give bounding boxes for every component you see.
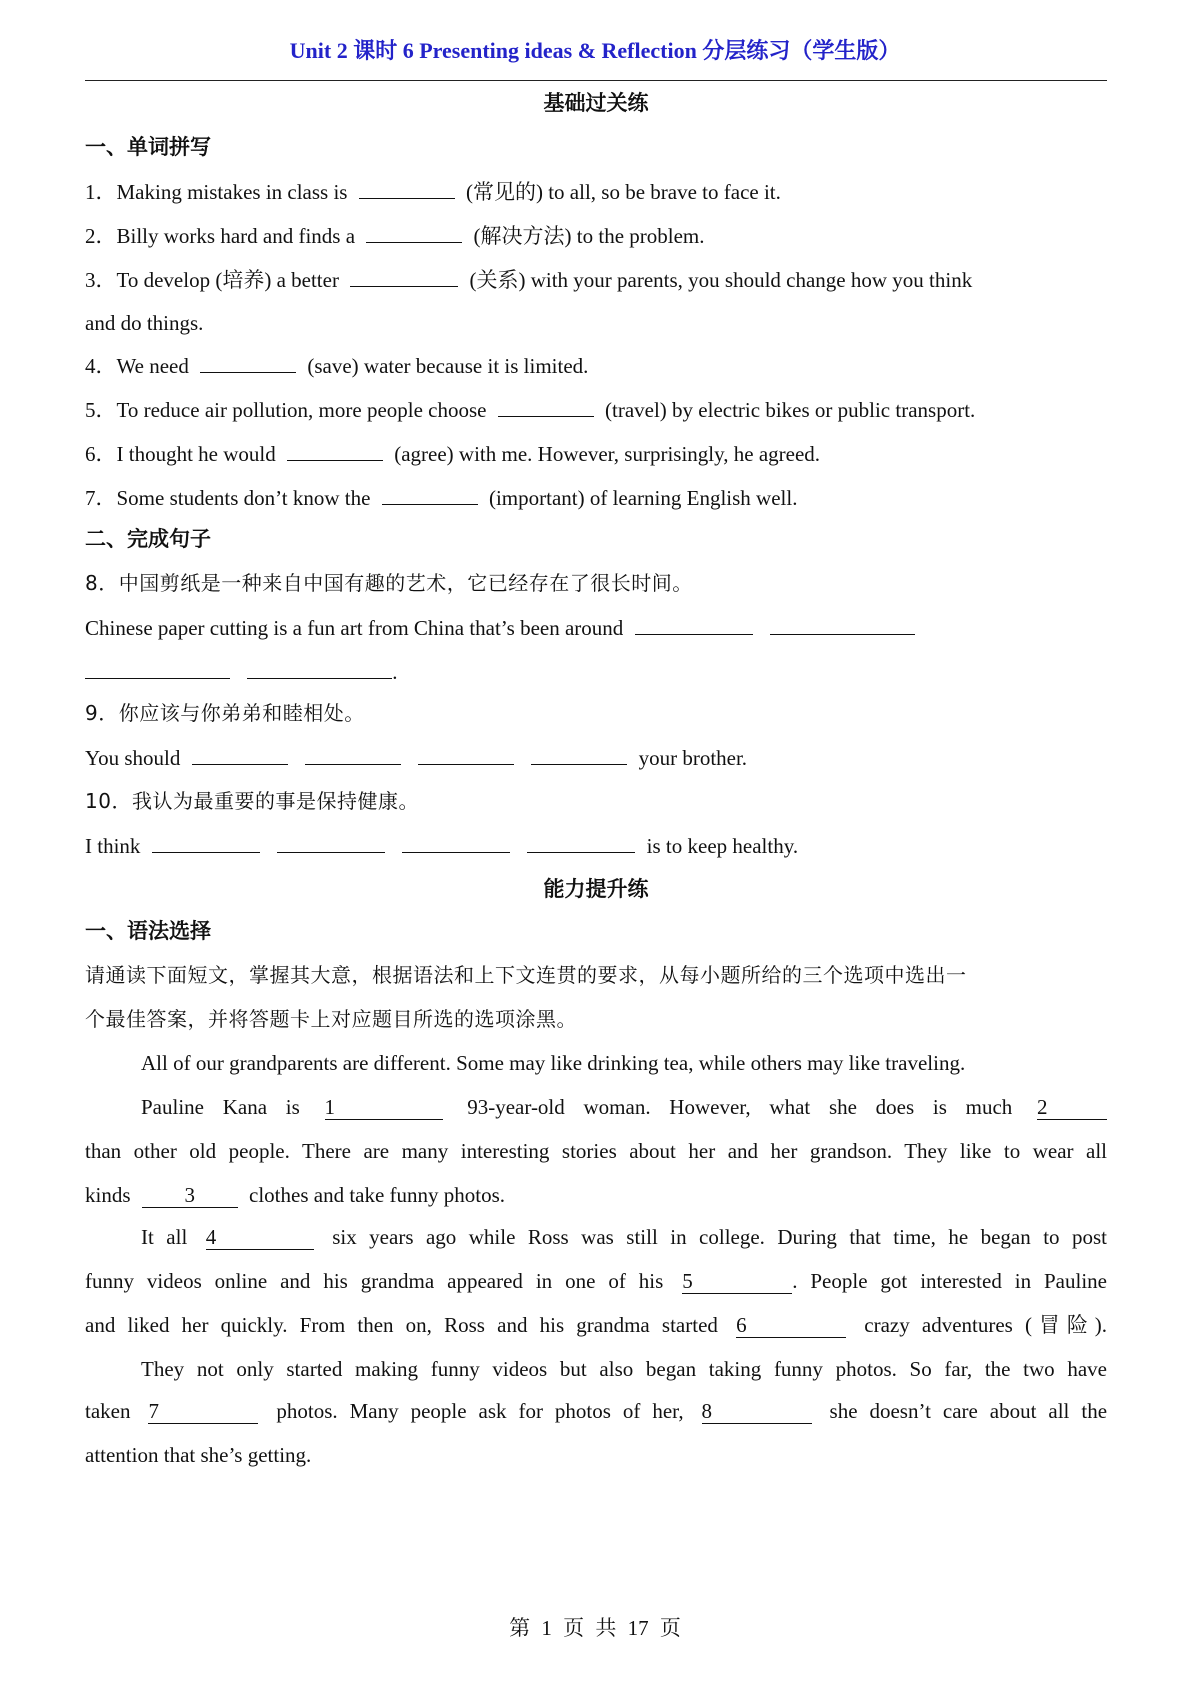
answer-blank[interactable]: [277, 830, 385, 853]
answer-blank[interactable]: [359, 176, 455, 199]
section-spelling-heading: 一、单词拼写: [85, 135, 211, 159]
question-10-english: [85, 830, 1107, 861]
question-text: (agree) with me. However, surprisingly, he agreed.: [394, 442, 821, 466]
sentence-end: .: [392, 660, 398, 684]
numbered-blank[interactable]: 4: [206, 1225, 314, 1250]
answer-blank[interactable]: [247, 656, 392, 679]
question-9-english: [85, 742, 1107, 773]
answer-blank[interactable]: [498, 394, 594, 417]
passage-paragraph-1: All of our grandparents are different. Some may like drinking tea, while others may like traveling.: [141, 1051, 966, 1075]
question-10-chinese: 10．我认为最重要的事是保持健康。: [85, 789, 419, 813]
numbered-blank[interactable]: 5: [682, 1269, 792, 1294]
passage-text: photos. Many people ask for photos of her,: [276, 1399, 684, 1423]
section-complete-heading: 二、完成句子: [85, 527, 211, 551]
answer-blank[interactable]: [635, 612, 753, 635]
question-text: To reduce air pollution, more people choose: [116, 398, 487, 422]
section-advanced-title: 能力提升练: [543, 877, 649, 901]
question-text: Making mistakes in class is: [116, 180, 348, 204]
passage-text: kinds: [85, 1183, 131, 1207]
passage-text: six years ago while Ross was still in college. During that time, he began to post: [332, 1225, 1108, 1249]
answer-blank[interactable]: [192, 742, 288, 765]
answer-blank[interactable]: [287, 438, 383, 461]
question-7: [85, 482, 1107, 513]
question-number: 1．: [85, 180, 117, 204]
question-number: 4．: [85, 354, 117, 378]
passage-line: [85, 1396, 1107, 1426]
question-text: (save) water because it is limited.: [307, 354, 589, 378]
question-number: 5．: [85, 398, 117, 422]
passage-text: she doesn’t care about all the: [829, 1399, 1108, 1423]
answer-blank[interactable]: [305, 742, 401, 765]
question-text: (解决方法) to the problem.: [473, 224, 705, 248]
question-text: (关系) with your parents, you should change how you think: [469, 268, 973, 292]
passage-line: [85, 1180, 1107, 1210]
passage-text: 93-year-old woman. However, what she does is much: [467, 1095, 1013, 1119]
answer-blank[interactable]: [402, 830, 510, 853]
passage-text: funny videos online and his grandma appeared in one of his: [85, 1269, 664, 1293]
question-text: To develop (培养) a better: [116, 268, 339, 292]
passage-line: [85, 1222, 1107, 1252]
question-text: Billy works hard and finds a: [116, 224, 356, 248]
answer-blank[interactable]: [418, 742, 514, 765]
numbered-blank[interactable]: 7: [148, 1399, 258, 1424]
question-text: is to keep healthy.: [646, 834, 799, 858]
question-text: (travel) by electric bikes or public transport.: [605, 398, 976, 422]
question-number: 6．: [85, 442, 117, 466]
passage-text: taken: [85, 1399, 131, 1423]
answer-blank[interactable]: [85, 656, 230, 679]
answer-blank[interactable]: [527, 830, 635, 853]
question-text: your brother.: [638, 746, 748, 770]
numbered-blank[interactable]: 2: [1037, 1095, 1107, 1120]
passage-line: [85, 1092, 1107, 1122]
passage-text: crazy adventures (冒险).: [864, 1313, 1108, 1337]
question-text: Some students don’t know the: [116, 486, 371, 510]
grammar-instruction-line-1: 请通读下面短文，掌握其大意，根据语法和上下文连贯的要求，从每小题所给的三个选项中选出一: [85, 963, 967, 987]
numbered-blank[interactable]: 1: [325, 1095, 443, 1120]
question-text: I thought he would: [116, 442, 276, 466]
passage-text: and liked her quickly. From then on, Ross and his grandma started: [85, 1313, 718, 1337]
page-footer: 第 1 页 共 17 页: [509, 1616, 681, 1640]
question-8-english: [85, 612, 1107, 643]
answer-blank[interactable]: [382, 482, 478, 505]
question-text: I think: [85, 834, 141, 858]
passage-line: [85, 1266, 1107, 1296]
header-rule: [85, 80, 1107, 81]
answer-blank[interactable]: [350, 264, 458, 287]
question-text: Chinese paper cutting is a fun art from China that’s been around: [85, 616, 624, 640]
passage-text: Pauline Kana is: [141, 1095, 300, 1119]
question-3: [85, 264, 1107, 295]
question-number: 7．: [85, 486, 117, 510]
passage-text: . People got interested in Pauline: [792, 1269, 1107, 1293]
numbered-blank[interactable]: 3: [142, 1183, 238, 1208]
question-text: (常见的) to all, so be brave to face it.: [465, 180, 781, 204]
question-9-chinese: 9．你应该与你弟弟和睦相处。: [85, 701, 365, 725]
document-header: Unit 2 课时 6 Presenting ideas & Reflection 分层练习（学生版）: [289, 38, 901, 63]
question-3-continued: and do things.: [85, 311, 204, 335]
passage-line: They not only started making funny videos but also began taking funny photos. So far, the two have: [141, 1357, 1107, 1381]
question-number: 3．: [85, 268, 117, 292]
question-8-continued: [85, 656, 1107, 687]
question-5: [85, 394, 1107, 425]
question-number: 2．: [85, 224, 117, 248]
passage-line: attention that she’s getting.: [85, 1443, 312, 1467]
answer-blank[interactable]: [366, 220, 462, 243]
numbered-blank[interactable]: 6: [736, 1313, 846, 1338]
answer-blank[interactable]: [770, 612, 915, 635]
section-grammar-heading: 一、语法选择: [85, 919, 211, 943]
passage-line: [85, 1310, 1107, 1340]
question-text: (important) of learning English well.: [488, 486, 798, 510]
answer-blank[interactable]: [200, 350, 296, 373]
question-8-chinese: 8．中国剪纸是一种来自中国有趣的艺术，它已经存在了很长时间。: [85, 571, 693, 595]
answer-blank[interactable]: [531, 742, 627, 765]
section-basic-title: 基础过关练: [543, 91, 649, 115]
question-6: [85, 438, 1107, 469]
answer-blank[interactable]: [152, 830, 260, 853]
question-1: [85, 176, 1107, 207]
passage-text: It all: [141, 1225, 188, 1249]
passage-text: clothes and take funny photos.: [249, 1183, 506, 1207]
question-2: [85, 220, 1107, 251]
passage-line: than other old people. There are many interesting stories about her and her grandson. They like to wear all: [85, 1139, 1107, 1163]
numbered-blank[interactable]: 8: [702, 1399, 812, 1424]
question-text: We need: [116, 354, 189, 378]
grammar-instruction-line-2: 个最佳答案，并将答题卡上对应题目所选的选项涂黑。: [85, 1007, 577, 1031]
question-text: You should: [85, 746, 181, 770]
question-4: [85, 350, 1107, 381]
